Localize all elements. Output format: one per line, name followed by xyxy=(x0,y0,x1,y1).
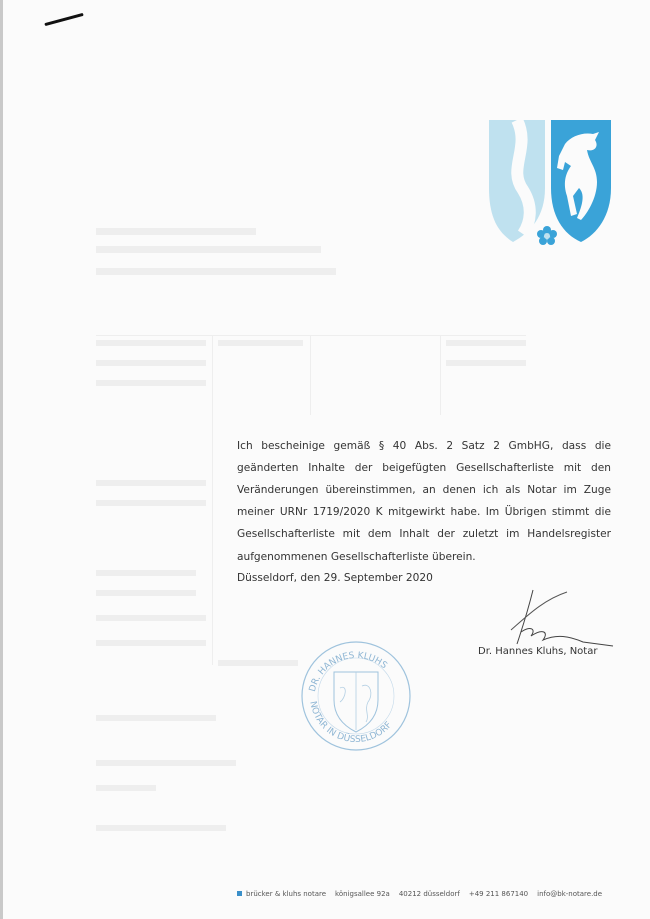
footer-firm: brücker & kluhs notare xyxy=(237,890,326,898)
footer-phone: +49 211 867140 xyxy=(468,890,529,898)
svg-text:NOTAR IN DÜSSELDORF: NOTAR IN DÜSSELDORF xyxy=(307,700,395,746)
place-and-date: Düsseldorf, den 29. September 2020 xyxy=(237,572,433,584)
letterhead-footer xyxy=(237,890,602,898)
certification-paragraph: Ich bescheinige gemäß § 40 Abs. 2 Satz 2 GmbHG, dass die geänderten Inhalte der beigefügten Gesellschafterliste mit den Veränderungen übereinstimmen, an denen ich als Notar im Zuge meiner URNr 1719/2020 K mitgewirkt habe. Im Übrigen stimmt die Gesellschafterliste mit dem Inhalt der zuletzt im Handelsregister aufgenommenen Gesellschafterliste überein. xyxy=(237,439,611,563)
svg-text:DR. HANNES KLUHS: DR. HANNES KLUHS xyxy=(307,650,389,693)
footer-city: 40212 düsseldorf xyxy=(398,890,460,898)
coat-of-arms-logo xyxy=(487,118,613,250)
brand-square-icon xyxy=(237,891,242,896)
pen-mark xyxy=(44,13,83,26)
scan-page-edge xyxy=(0,0,3,919)
notary-seal-stamp xyxy=(296,638,416,754)
footer-street: königsallee 92a xyxy=(335,890,390,898)
footer-email: info@bk-notare.de xyxy=(537,890,603,898)
signatory-name: Dr. Hannes Kluhs, Notar xyxy=(478,646,598,657)
